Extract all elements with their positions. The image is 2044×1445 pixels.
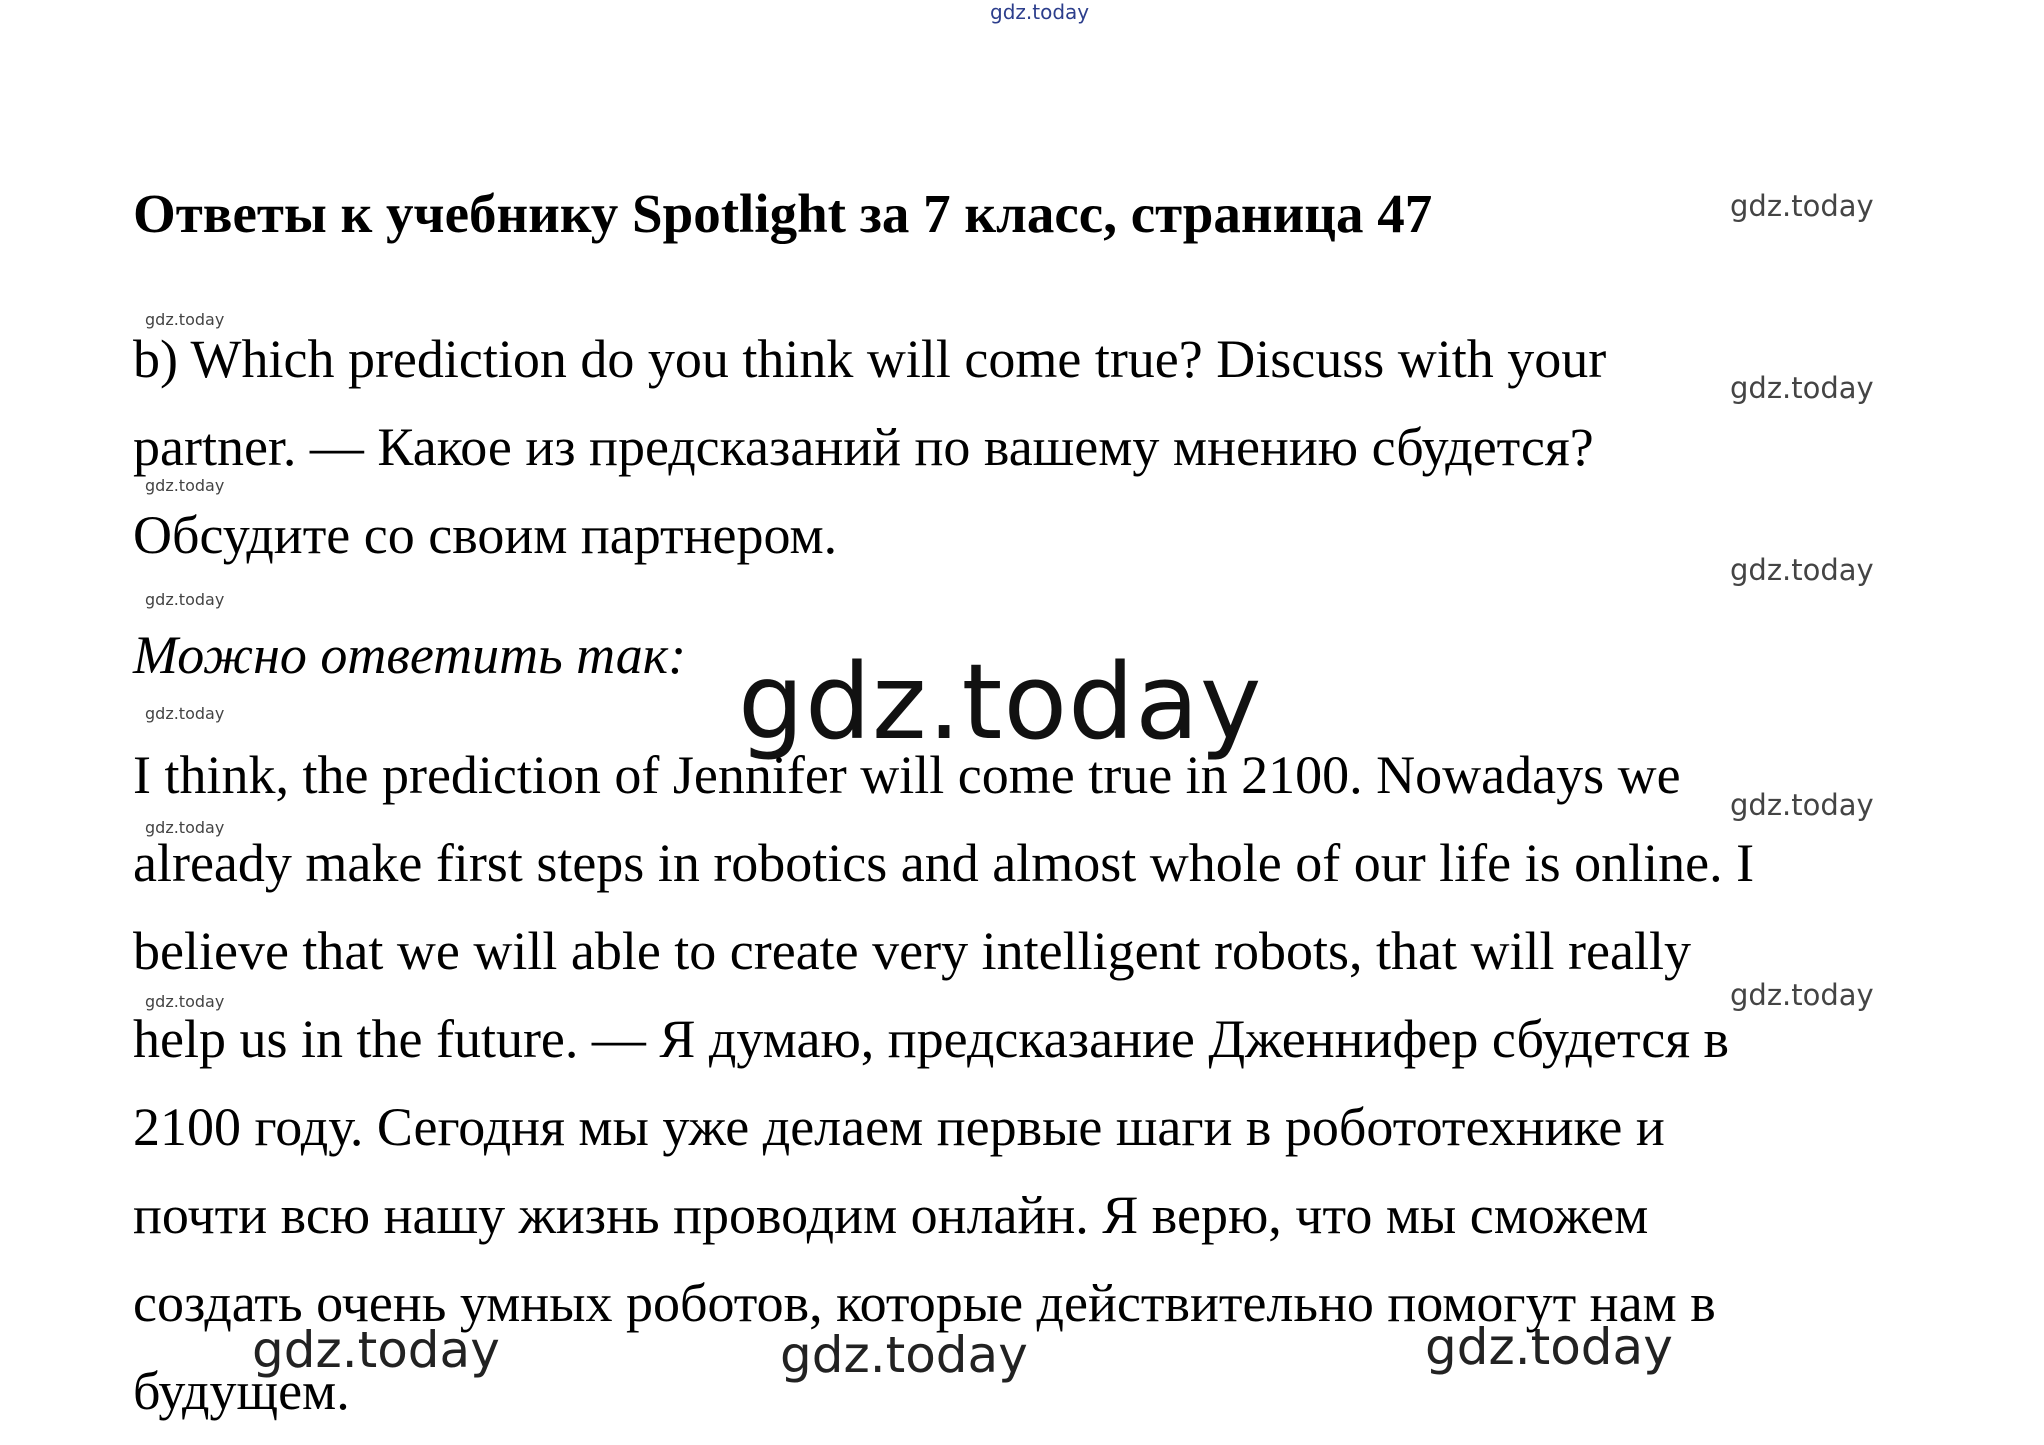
watermark-right: gdz.today: [1730, 788, 1874, 822]
watermark-small: gdz.today: [145, 704, 225, 723]
watermark-top: gdz.today: [990, 0, 1090, 24]
watermark-large: gdz.today: [738, 641, 1263, 763]
question-line: Обсудите со своим партнером.: [133, 505, 838, 565]
watermark-right: gdz.today: [1730, 553, 1874, 587]
page-title: Ответы к учебнику Spotlight за 7 класс, страница 47: [133, 183, 1433, 244]
watermark-small: gdz.today: [145, 310, 225, 329]
watermark-small: gdz.today: [145, 476, 225, 495]
watermark-bottom: gdz.today: [252, 1321, 500, 1379]
answer-line: I think, the prediction of Jennifer will come true in 2100. Nowadays we: [133, 745, 1681, 805]
answer-line: будущем.: [133, 1361, 350, 1421]
answer-intro: Можно ответить так:: [133, 625, 687, 685]
answer-line: создать очень умных роботов, которые действительно помогут нам в: [133, 1273, 1716, 1333]
answer-line: 2100 году. Сегодня мы уже делаем первые шаги в робототехнике и: [133, 1097, 1665, 1157]
watermark-small: gdz.today: [145, 818, 225, 837]
watermark-right: gdz.today: [1730, 978, 1874, 1012]
watermark-bottom: gdz.today: [1425, 1318, 1673, 1376]
watermark-bottom: gdz.today: [780, 1326, 1028, 1384]
watermark-right: gdz.today: [1730, 189, 1874, 223]
question-line: b) Which prediction do you think will come true? Discuss with your: [133, 329, 1607, 389]
answer-line: already make first steps in robotics and almost whole of our life is online. I: [133, 833, 1755, 893]
question-line: partner. — Какое из предсказаний по вашему мнению сбудется?: [133, 417, 1594, 477]
answer-line: believe that we will able to create very intelligent robots, that will really: [133, 921, 1691, 981]
watermark-small: gdz.today: [145, 590, 225, 609]
answer-line: почти всю нашу жизнь проводим онлайн. Я верю, что мы сможем: [133, 1185, 1649, 1245]
watermark-right: gdz.today: [1730, 371, 1874, 405]
watermark-small: gdz.today: [145, 992, 225, 1011]
answer-line: help us in the future. — Я думаю, предсказание Дженнифер сбудется в: [133, 1009, 1730, 1069]
